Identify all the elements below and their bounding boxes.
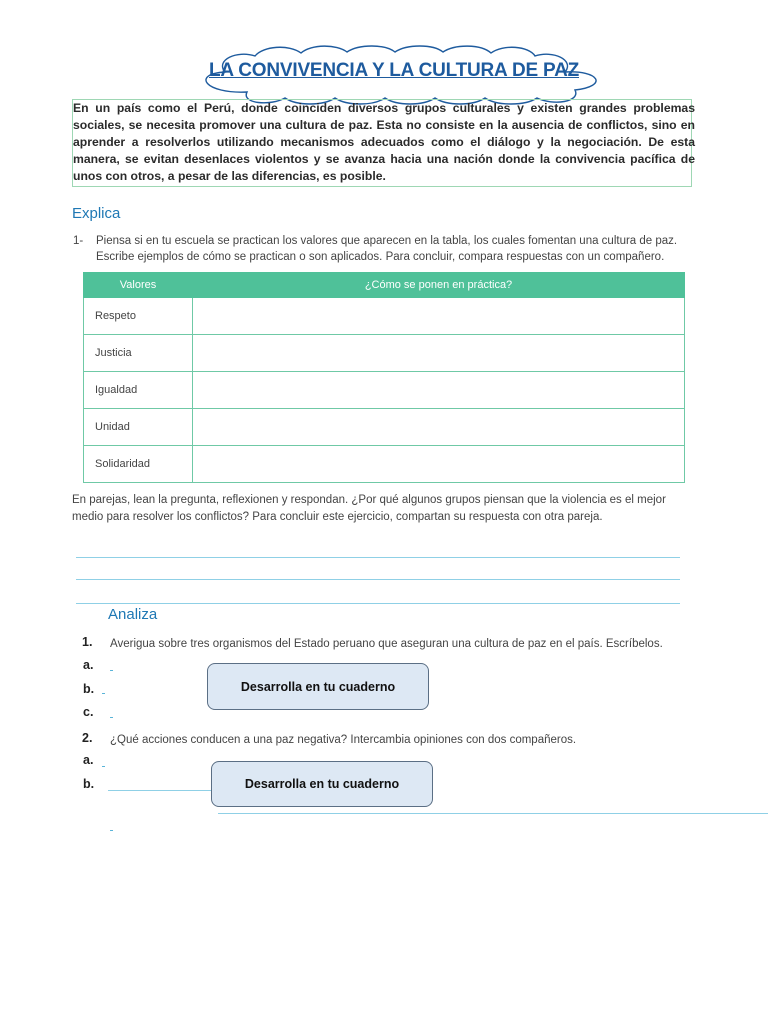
table-cell-answer[interactable] — [193, 298, 685, 335]
table-row — [84, 409, 685, 446]
table-row — [84, 446, 685, 483]
answer-line[interactable] — [108, 790, 212, 791]
answer-line[interactable] — [110, 717, 113, 718]
option-label-c: c. — [83, 705, 94, 719]
option-label-a: a. — [83, 753, 94, 767]
table-row — [84, 372, 685, 409]
values-table — [83, 272, 685, 483]
table-header-valores: Valores — [84, 273, 193, 298]
table-cell-answer[interactable] — [193, 446, 685, 483]
table-row — [84, 335, 685, 372]
analiza-question-1-number: 1. — [82, 635, 93, 649]
answer-line[interactable] — [110, 670, 113, 671]
pair-activity-text: En parejas, lean la pregunta, reflexionen y respondan. ¿Por qué algunos grupos piensan que la violencia es el mejor medio para resolver los conflictos? Para concluir este ejercicio, compartan su respuesta con otra pareja. — [72, 494, 666, 523]
analiza-question-2-text: ¿Qué acciones conducen a una paz negativa? Intercambia opiniones con dos compañeros. — [110, 734, 577, 746]
intro-paragraph: En un país como el Perú, donde coinciden diversos grupos culturales y existen grandes problemas sociales, se necesita promover una cultura de paz. Esta no consiste en la ausencia de conflictos, sino en aprender a resolverlos utilizando mecanismos adecuados como el diálogo y la negociación. De esta manera, se evitan desenlaces violentos y se avanza hacia una nación donde la convivencia pacífica de unos con otros, a pesar de las diferencias, es posible. — [73, 101, 695, 183]
option-label-b: b. — [83, 777, 95, 791]
answer-line[interactable] — [102, 693, 105, 694]
analiza-question-2-number: 2. — [82, 731, 93, 745]
notebook-note-box: Desarrolla en tu cuaderno — [207, 663, 429, 710]
table-cell-valor: Justicia — [84, 335, 193, 372]
table-header-practica: ¿Cómo se ponen en práctica? — [193, 273, 685, 298]
table-cell-answer[interactable] — [193, 409, 685, 446]
explica-question-text: Piensa si en tu escuela se practican los valores que aparecen en la tabla, los cuales fomentan una cultura de paz. Escribe ejemplos de cómo se practican o son aplicados. Para concluir, compara respuestas con un compañero. — [96, 235, 678, 263]
page-title: LA CONVIVENCIA Y LA CULTURA DE PAZ — [208, 60, 580, 81]
answer-line[interactable] — [76, 557, 680, 558]
table-header-row — [84, 273, 685, 298]
explica-heading: Explica — [72, 205, 121, 222]
analiza-heading: Analiza — [108, 606, 158, 623]
answer-line[interactable] — [76, 603, 680, 604]
table-cell-valor: Igualdad — [84, 372, 193, 409]
notebook-note-box: Desarrolla en tu cuaderno — [211, 761, 433, 807]
table-cell-valor: Unidad — [84, 409, 193, 446]
analiza-question-1-text: Averigua sobre tres organismos del Estado peruano que aseguran una cultura de paz en el país. Escríbelos. — [110, 638, 663, 650]
answer-line[interactable] — [76, 579, 680, 580]
table-cell-valor: Respeto — [84, 298, 193, 335]
option-label-b: b. — [83, 682, 95, 696]
table-cell-valor: Solidaridad — [84, 446, 193, 483]
answer-line[interactable] — [218, 813, 768, 814]
table-cell-answer[interactable] — [193, 372, 685, 409]
table-row — [84, 298, 685, 335]
explica-question-number: 1- — [73, 235, 84, 247]
answer-line[interactable] — [102, 766, 105, 767]
answer-line[interactable] — [110, 830, 113, 831]
option-label-a: a. — [83, 658, 94, 672]
table-cell-answer[interactable] — [193, 335, 685, 372]
